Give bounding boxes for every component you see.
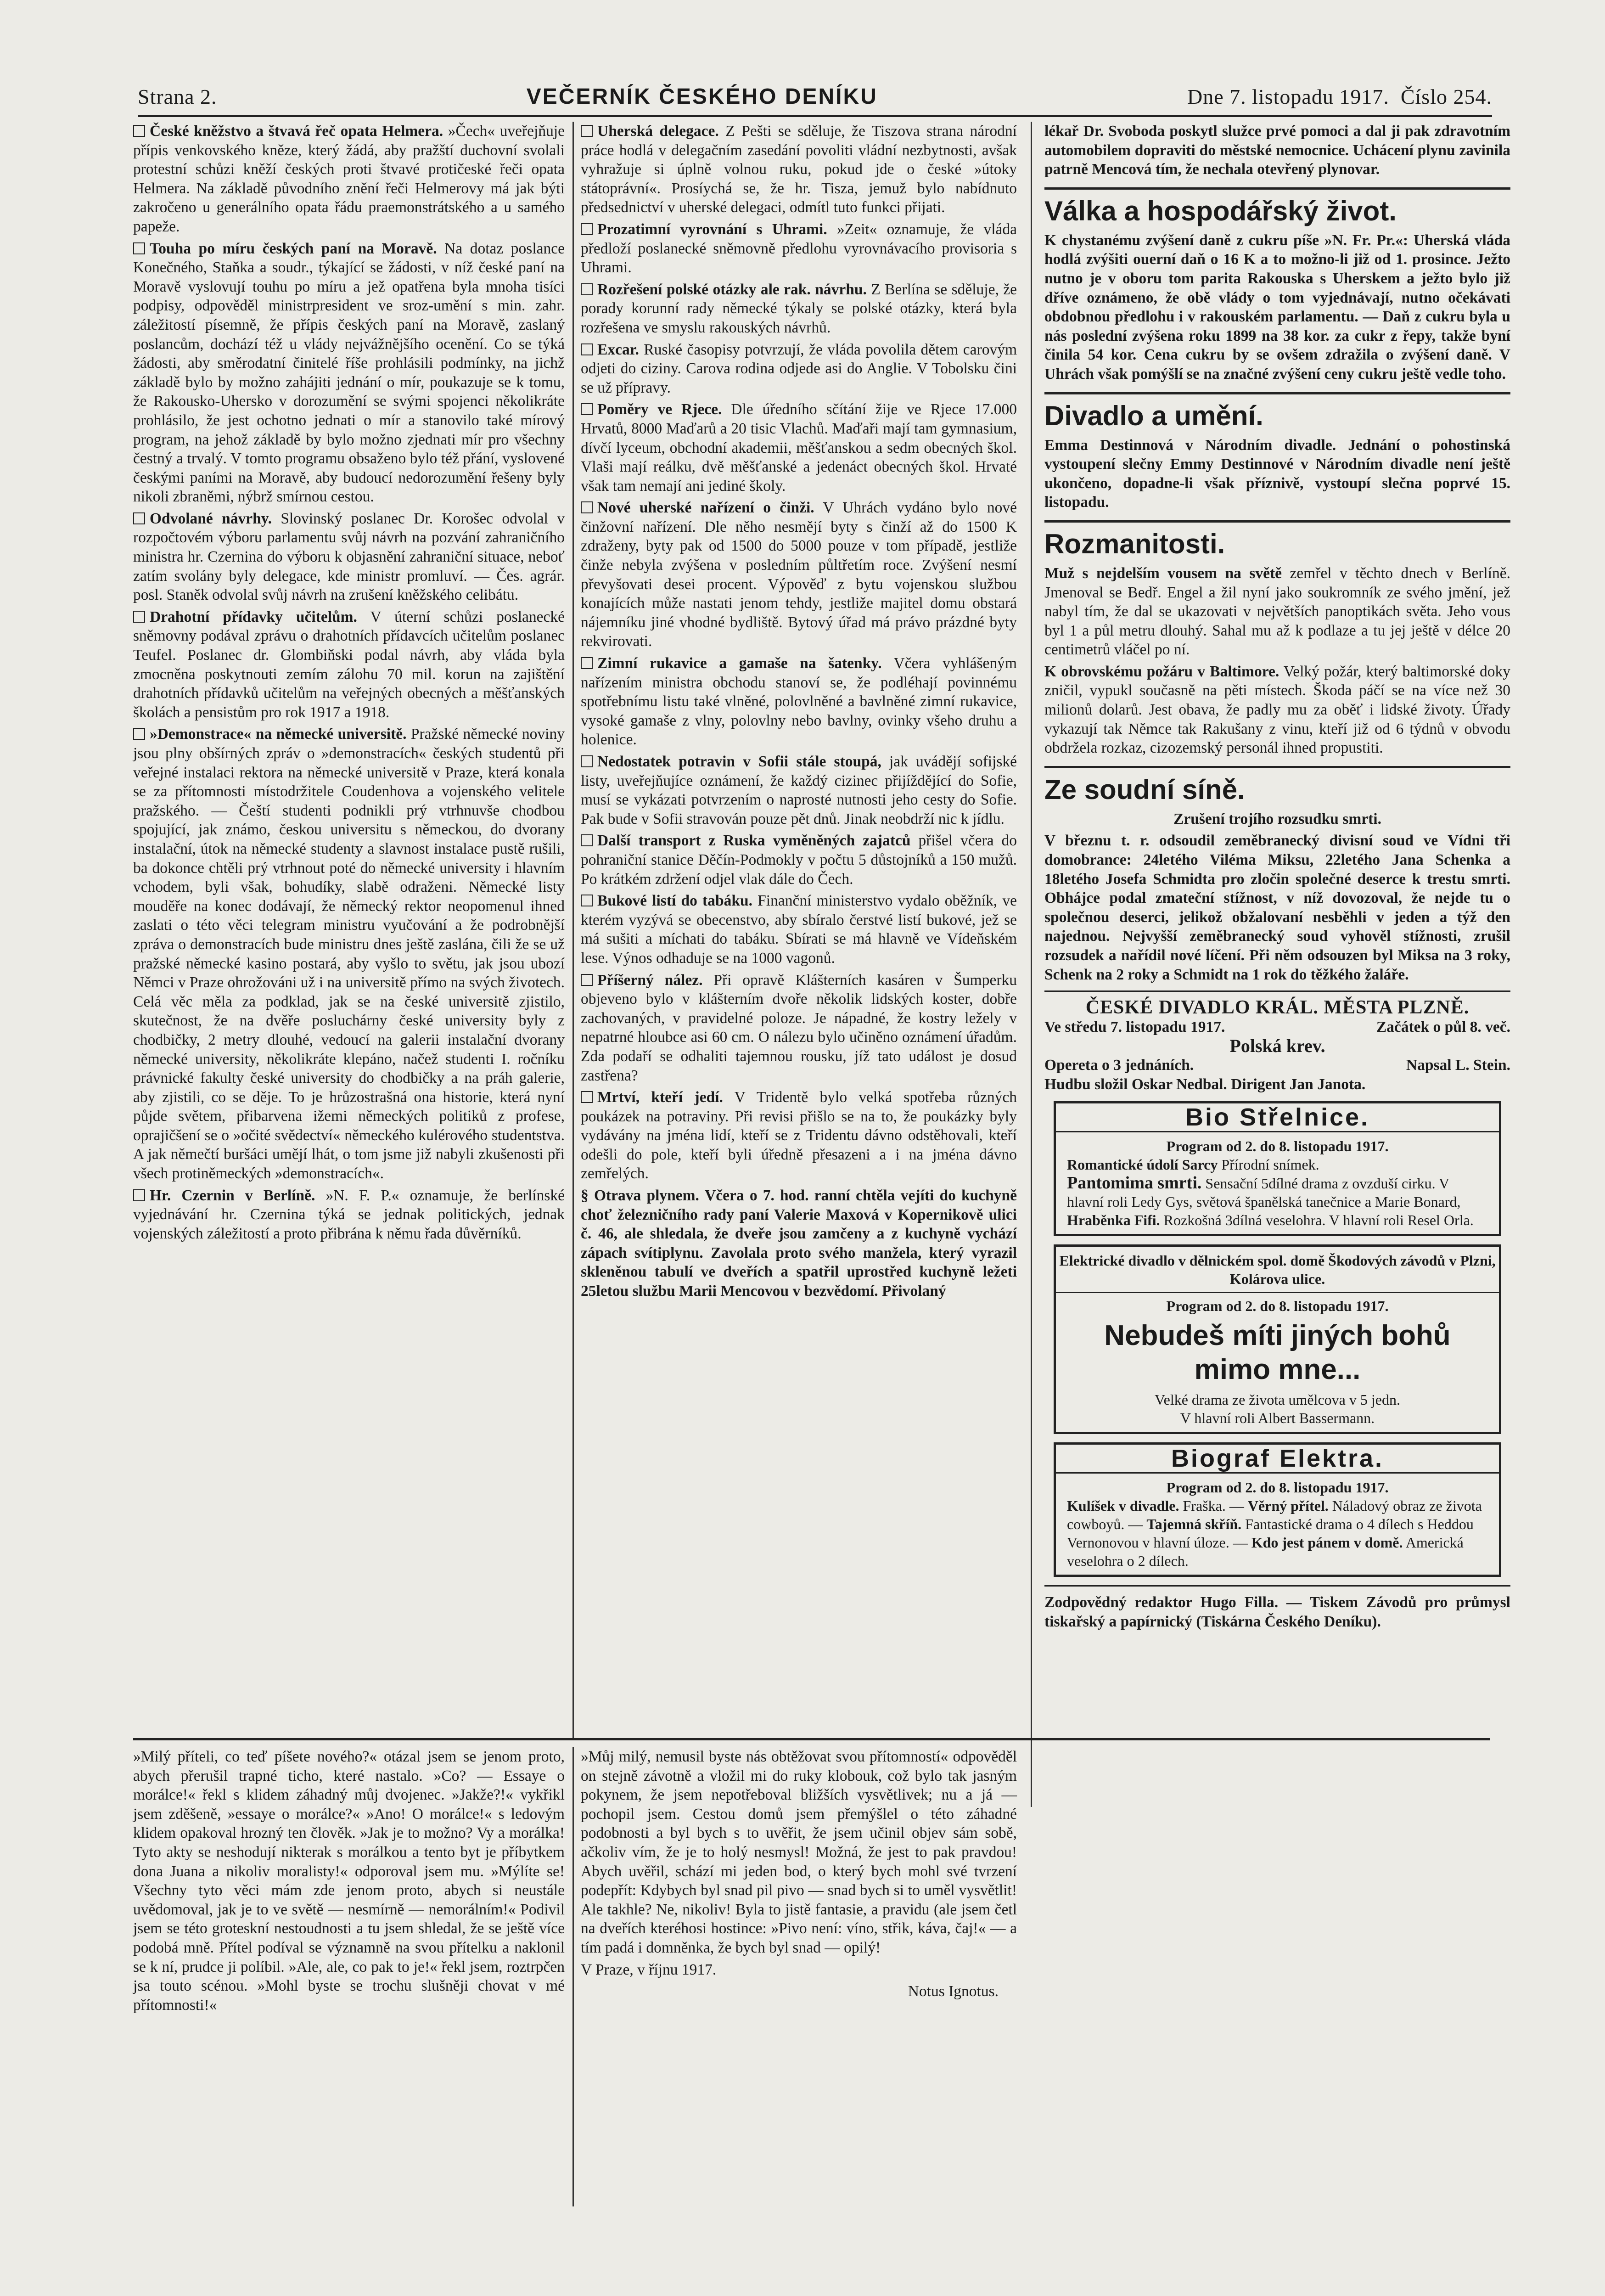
theatre-music: Hudbu složil Oskar Nedbal. Dirigent Jan Janota. [1044,1075,1366,1093]
article-text: Finanční ministerstvo vydalo oběžník, ve kterém vyzývá se obecenstvo, aby sbíralo čerstvé listí bukové, jež se má sušiti a míchati do tabáku. Sbírati se má hlavně ve Vídeňském lese. Výnos odhaduje se na 1000 vagonů. [581,892,1017,967]
article-title: Nové uherské nařízení o činži. [597,499,814,517]
article-text: Včera o 7. hod. ranní chtěla vejíti do kuchyně choť železničního rady paní Valerie Maxová v Kopernikově ulici č. 46, ale shledala, že dveře jsou zamčeny a z kuchyně vychází zápach svítiplynu. Zavolala proto svého manžela, který vyrazil skleněnou tabulí ve dveřích a spatřil uprostřed kuchyně ležeti 25letou službu Marii Mencovou v bezvědomí. Přivolaný [581,1187,1017,1300]
article [581,654,1017,749]
article [581,1186,1017,1301]
ad-program: Program od 2. do 8. listopadu 1917. [1166,1138,1389,1155]
section-title-war-economy: Válka a hospodářský život. [1044,187,1510,227]
ad-line [1067,1497,1488,1570]
article-text: Včera vyhlášeným nařízením ministra obchodu stanoví se, že podléhají povinnému spotřebnímu listu také vlněné, polovlněné a bavlněné zimní rukavice, vysoké gamaše z vlny, polovlny nebo bavlny, ovinky všeho druhu a holenice. [581,655,1017,748]
article-text: Na dotaz poslance Konečného, Staňka a soudr., týkající se žádosti, v níž české paní na Moravě vyslovují touhu po míru a jež opatřena byla mnoha tisíci podpisy, odpověděl ministrpresident ve sroz-umění s min. zahr. záležitostí písemně, že přípis českých paní na Moravě, zaslaný poslancům, dochází též u vlády nejvážnějšího ocenění. Co se týká žádosti, aby směrodatní činitelé říše prohlásili podmínky, na jichž základě bylo by možno zahájiti jednání o mír, poukazuje se k tomu, že Rakousko-Uhersko v dorozumění se svými spojenci několikráte prohlásilo, že jest ochotno jednati o mír a stanovilo také mírový program, na jehož základě by bylo možno zjednati mír pro všechny čestný a trvalý. V tomto programu obsaženo bylo též přání, vyslovené českými paními na Moravě, aby budoucí nedorozumění řešeny byly nikoli zbraněmi, nýbrž smírnou cestou. [133,240,565,506]
ad-line [1067,1155,1488,1174]
square-icon [581,974,593,986]
feuilleton-place: V Praze, v říjnu 1917. [581,1961,717,1978]
article [581,971,1017,1086]
ad-program: Program od 2. do 8. listopadu 1917. [1166,1298,1389,1315]
article [581,220,1017,277]
article-title: Bukové listí do tabáku. [597,892,752,910]
article-continuation: lékař Dr. Svoboda poskytl služce prvé pomoci a dal ji pak zdravotním automobilem dopraviti do městské nemocnice. Uchácení plynu zavinila patrně Mencová tím, že nechala otevřený plynovar. [1044,123,1510,178]
ad-title: Biograf Elektra. [1056,1449,1499,1474]
article-title: Excar. [597,341,639,358]
article-text: zemřel v těchto dnech v Berlíně. Jmenoval se Bedř. Engel a žil nyní jako soukromník ze svého jmění, jež nabyl tím, že dal se ukazovati v největších panoptikách světa. Jeho vous byl 1 a půl metru dlouhý. Sahal mu až k podlaze a tu jej ještě v délce 20 centimetrů vláčel po ní. [1044,564,1511,658]
article-title: Rozřešení polské otázky ale rak. návrhu. [597,281,867,298]
article-subtitle: Zrušení trojího rozsudku smrti. [1173,810,1381,827]
article [581,1088,1017,1183]
article-text: »Zeit« oznamuje, že vláda předloží poslanecké sněmovně předlohu vyrovnávacího provisoria s Uhrami. [581,220,1017,276]
article-text: V březnu t. r. odsoudil zeměbranecký divisní soud ve Vídni tři domobrance: 24letého Viléma Miksu, 22letého Jana Schenka a 18letého Josefa Schmidta pro zločin společné deserce k trestu smrti. Obhájce podal zmateční stížnost, v níž dovozoval, že nejde tu o společnou deserci, jelikož obžalovaní nesběhli v jeden a týž den najednou. Nejvyšší zeměbranecký soud vyhověl stížnosti, zrušil rozsudek a nařídil nové líčení. Při něm odsouzen byl Miksa na 3 roky, Schenk na 2 roky a Schmidt na 1 rok do těžkého žaláře. [1044,832,1510,983]
article [581,891,1017,968]
film-desc: Přírodní snímek. [1221,1156,1319,1173]
article-title: Příšerný nález. [597,971,703,989]
square-icon [581,895,593,906]
theatre-line [1044,1056,1510,1075]
article [581,400,1017,495]
article-title: Odvolané návrhy. [150,510,272,527]
article-text: Z Berlína se sděluje, že porady korunní rady německé týkaly se polské otázky, která byla rozřešena ve smyslu rakouských návrhů. [581,281,1017,336]
theatre-genre: Opereta o 3 jednáních. [1044,1056,1194,1074]
theatre-date: Ve středu 7. listopadu 1917. [1044,1018,1225,1035]
article-text: Dle úředního sčítání žije ve Rjece 17.000 Hrvatů, 8000 Maďarů a 20 tisic Vlachů. Maďaři mají tam gymnasium, dívčí lyceum, obchodní akademii, měšťanskou a sedm obecných škol. Vlaši mají reálku, dvě měšťanské a jedenáct obecných škol. Hrvaté však tam nemají ani jediné školy. [581,401,1017,495]
article [133,239,565,506]
square-icon [133,728,145,740]
article-text: »N. Fr. Pr.«: Uherská vláda hodlá zvýšiti ouerní daň o 16 K a to možno-li již od 1. prosince. Ježto nutno je v oboru tom parita Rakouska s Uherskem a ježto bylo již dříve oznámeno, že obě vlády o tom vyjednávají, nutno očekávati obdobnou předlohu i v rakouském parlamentu. — Daň z cukru byla u nás poslední zvýšena roku 1899 na 38 kor. za cukr z řepy, takže byní činila 54 kor. Cena cukru by se ovšem zdražila o zvýšení daně. V Uhrách však pomýšlí se na značné zvýšení ceny cukru ještě vedle toho. [1044,231,1510,383]
ad-program: Program od 2. do 8. listopadu 1917. [1166,1479,1389,1496]
feuilleton-text: »Milý příteli, co teď píšete nového?« otázal jsem se jenom proto, abych přerušil trapné ticho, které nastalo. »Co? — Essaye o morálce!« řekl s klidem záhadný můj dvojenec. »Jakže?!« vykřikl jsem zděšeně, »essaye o morálce?« »Ano! O morálce!« s ledovým klidem opakoval hrozný ten člověk. »Jak je to možno? Vy a morálka! Tyto akty se neshodují nikterak s morálkou a tento byt je příbytkem dona Juana a nikoliv moralisty!« odporoval jsem mu. »Mýlíte se! Všechny tyto věci mám zde jenom proto, abych si neustále uvědomoval, jak je to ve světě — nesmírně — nemorálním!« Podivil jsem se této groteskní nestoudnosti a tu jsem shledal, že se ještě více podobá mně. Přítel podíval se významně na svou přítelku a naklonil se k ní, prudce ji políbil. »Ale, ale, co pak to je!« řekl jsem, roztrpčen jsa touto scénou. »Mohl byste se trochu slušněji chovat v mé přítomnosti!« [133,1748,565,2014]
film-title: Tajemná skříň. [1146,1516,1242,1533]
article-title: Poměry ve Rjece. [597,401,722,418]
feuilleton-text: »Můj milý, nemusil byste nás obtěžovat svou přítomností« odpověděl on stejně závotně a vložil mi do ruky klobouk, což bylo tak jasným pokynem, že jsem nepotřeboval bližších vysvětlivek; nu a já — pochopil jsem. Cestou domů jsem přemýšlel o této záhadné podobnosti a byl bych s to uvěřit, že jsem učinil objev sám sobě, ačkoliv vím, že je to holý nesmysl! Možná, že jest to pak pravdou! Abych uvěřil, schází mi jeden bod, o který bych mohl své tvrzení podepřít: Kdybych byl snad pil pivo — snad bych si to uměl vysvětlit! Ale takhle? Ne, nikoliv! Byla to jistě fantasie, a pravidu (ale jsem četl na dveřích kteréhosi hostince: »Pivo není: víno, střik, káva, čaj!« — a tím padá i domněnka, že bych byl snad — opilý! [581,1748,1017,1956]
film-desc: Americká veselohra o 2 dílech. [1067,1534,1464,1570]
article [581,122,1017,217]
issue-info [1187,84,1492,109]
article-text: Slovinský poslanec Dr. Korošec odvolal v rozpočtovém výboru parlamentu svůj návrh na pozvání zahraničního ministra hr. Czernina do výboru k objasnění zahraniční situace, neboť zatím svolány byly delegace, kde ministr promluví. — Čes. agrár. posl. Staněk odvolal svůj návrh na zrušení kněžského celibátu. [133,510,565,604]
section-title-theatre: Divadlo a umění. [1044,392,1510,432]
section-title-miscellany: Rozmanitosti. [1044,520,1510,560]
article-title: K obrovskému požáru v Baltimore. [1044,663,1280,680]
film-title: Nebudeš míti jiných bohů mimo mne... [1104,1320,1451,1386]
film-desc: Náladový obraz ze života cowboyů. — [1067,1497,1482,1533]
square-icon [581,657,593,669]
theatre-line [1044,1018,1510,1037]
square-icon [133,512,145,524]
article-text: V úterní schůzi poslanecké sněmovny podával zprávu o drahotních přídavcích učitelům poslanec Teufel. Poslanec dr. Glombiňski podal návrh, aby vláda byla zmocněna poskytnouti zemím zálohu 70 mil. korun na zajištění drahotních přídavků učitelům na veřejných obecných a měšťanských školách a pensistům pro rok 1917 a 1918. [133,608,565,721]
theatre-title: ČESKÉ DIVADLO KRÁL. MĚSTA PLZNĚ. [1085,997,1470,1019]
film-cast: V hlavní roli Albert Bassermann. [1180,1410,1375,1427]
theatre-start: Začátek o půl 8. več. [1376,1018,1510,1035]
column-divider [572,1747,574,2206]
film-desc: Velké drama ze života umělcova v 5 jedn. [1155,1391,1400,1408]
article-text: Jednání o pohostinská vystoupení slečny Emmy Destinnové v Národním divadle není ještě ukončeno, dopadne-li však příznivě, vystoupí slečna poprvé 15. listopadu. [1044,436,1510,511]
column-1 [133,122,565,1246]
feuilleton-author: Notus Ignotus. [908,1983,999,2000]
article-text: přišel včera do pohraniční stanice Děčín-Podmokly v počtu 5 důstojníků a 150 mužů. Po krátkém zdržení odjel vlak dále do Čech. [581,832,1017,888]
ad-line [1067,1174,1488,1211]
article-text: »Čech« uveřejňuje přípis venkovského kněze, který žádá, aby pražští duchovní svolali protestní schůzi kněží českých proti štvavé protičeské řeči opata Helmera. Na základě původního znění řeči Helmerovy má jak býti zakročeno u generálního opata řádu praemonstrátského a u samého papeže. [133,123,565,235]
article [581,280,1017,338]
article-text: Při opravě Klášterních kasáren v Šumperku objeveno bylo v klášterním dvoře několik lidských koster, dobře zachovaných, v pravidelné poloze. Je nápadné, že kostry ležely v nepatrné hloubce asi 60 cm. O nálezu bylo učiněno oznámení úřadům. Zda podaří se odhaliti tajemnou rousku, jíž tato událost je dosud zastřena? [581,971,1017,1084]
ad-line [1067,1211,1488,1229]
article [581,498,1017,651]
ad-bio-strelnice [1054,1101,1501,1236]
square-icon [581,125,593,137]
article-title: Nedostatek potravin v Sofii stále stoupá, [597,753,881,770]
article-text: V Uhrách vydáno bylo nové činžovní nařízení. Dle něho nesmějí byty s činží až do 1500 K zdraženy, byty pak od 1500 do 5000 pouze v tom případě, jestliže činže nebyla zvýšena v posledním půltřetím roce. Zvýšení nesmí převyšovati desei procent. Výpověď z bytu vojenskou službou konajících může nastati jenom tehdy, jestliže majitel domu obstará nájemníku jiné vhodné bydliště. Bytový úřad má právo prázdné byty rekvirovati. [581,499,1017,650]
article [581,752,1017,828]
article-title: České kněžstvo a štvavá řeč opata Helmera. [150,123,443,140]
ad-title: Bio Střelnice. [1056,1108,1499,1132]
square-icon [581,223,593,235]
issue-date: Dne 7. listopadu 1917. [1187,84,1389,108]
column-2 [581,122,1017,1304]
square-icon [581,501,593,513]
square-icon [133,611,145,623]
article-text: Z Pešti se sděluje, že Tiszova strana národní práce hodlá v delegačním zasedání povoliti vládní nezbytnosti, avšak vyhražuje si úplně volnou ruku, pokud jde o české »útoky státoprávní«. Prosíychá se, že hr. Tisza, jemuž bylo nabídnuto předsednictví v uherské delegaci, odmítl tuto funkci přijati. [581,123,1017,216]
film-desc: Sensační 5dílné drama z ovzduší cirku. V hlavní roli Ledy Gys, světová španělská tanečnice a Marie Bonard, [1067,1175,1461,1210]
article [581,340,1017,398]
ad-elektricke-divadlo [1054,1244,1501,1434]
divider [1044,990,1510,992]
masthead [138,78,1492,117]
article-text: jak uvádějí sofijské listy, uveřejňujíce oznámení, že každý cizinec přijíždějící do Sofie, musí se vykázati potvrzením o naprosté nutnosti jeho cesty do Sofie. Pak bude v Sofii stravován pouze pět dnů. Jinak neobdrží nic k jídlu. [581,753,1017,827]
article-title: »Demonstrace« na německé universitě. [150,726,407,743]
article [133,509,565,605]
film-title: Věrný přítel. [1247,1497,1329,1514]
article-text: Ruské časopisy potvrzují, že vláda povolila dětem carovým odjeti do ciziny. Carova rodina odjede asi do Anglie. V Tobolsku čini se už přípravy. [581,341,1017,396]
article-title: K chystanému zvýšení daně z cukru píše [1044,231,1319,249]
film-desc: Fraška. — [1183,1497,1244,1514]
article-title: Hr. Czernin v Berlíně. [150,1187,315,1204]
feuilleton-divider [133,1738,1490,1740]
film-title: Pantomima smrti. [1067,1173,1202,1193]
article-title: Další transport z Ruska vyměněných zajatců [597,832,911,850]
article-title: Otrava plynem. [594,1187,699,1204]
article-title: Muž s nejdelším vousem na světě [1044,564,1282,582]
film-title: Kdo jest pánem v domě. [1251,1534,1403,1551]
newspaper-title: VEČERNÍK ČESKÉHO DENÍKU [526,84,878,109]
ad-title: Elektrické divadlo v dělnickém spol. domě Škodových závodů v Plzni, Kolárova ulice. [1056,1251,1499,1293]
article-title: Drahotní přídavky učitelům. [150,608,357,625]
film-desc: Rozkošná 3dílná veselohra. V hlavní roli Resel Orla. [1163,1212,1474,1229]
column-3 [1044,122,1510,1634]
article [1044,564,1510,659]
section-mark: § [581,1187,594,1204]
square-icon [581,283,593,295]
page-number: Strana 2. [138,84,217,108]
article [1044,436,1510,512]
film-title: Romantické údolí Sarcy [1067,1156,1218,1173]
article [581,831,1017,889]
feuilleton-left [133,1747,565,2017]
square-icon [133,242,145,254]
article-title: Mrtví, kteří jedí. [597,1089,723,1106]
square-icon [581,834,593,846]
article-title: Uherská delegace. [597,123,719,140]
square-icon [133,1189,145,1201]
imprint: Zodpovědný redaktor Hugo Filla. — Tiskem Závodů pro průmysl tiskařský a papírnický (Tiskárna Českého Deníku). [1044,1594,1510,1630]
ad-biograf-elektra [1054,1442,1501,1577]
article [133,608,565,722]
divider [1044,1585,1510,1587]
article [1044,231,1510,384]
feuilleton-right [581,1747,1017,2004]
article-text: V Tridentě bylo velká spotřeba různých poukázek na potraviny. Při revisi přišlo se na to, že poukázky byly vydávány na jména lidí, kteří se z Tridentu dávno odstěhovali, kteří odešli do pole, kteří byli úředně přesazeni a i na jména dávno zemřelých. [581,1089,1017,1182]
article [133,122,565,236]
article-text: »N. F. P.« oznamuje, že berlínské vyjednávání hr. Czernina týká se jednak politických, jednak vojenských záležitostí a proto přibrána k němu řada důvěrníků. [133,1187,565,1242]
square-icon [133,125,145,137]
article-text: Pražské německé noviny jsou plny obšírných zpráv o »demonstracích« českých studentů při veřejné instalaci rektora na německé universitě v Praze, která konala se za přítomnosti místodržitele Coudenhova a vojenského velitele pražského. — Čeští studenti podnikli prý vtrhnuvše chodbou spojující, jak známo, českou universitu s německou, do dvorany instalační, útok na německé studenty a slavnost instalace pustě rušili, ba dokonce chtěli prý vtrhnout poté do německé university i hlavním vchodem, byli však, bohudíky, slabě odraženi. Německé listy mouděře na konec dodávají, že německý rektor neopomenul ihned zaslati o této věci telegram ministru vyučování a že podrobnější zpráva o demonstracích bude ministru dnes ještě zaslána, čili že se už pražské německé kasino postará, aby vyšlo to světu, jak jsou ubozí Němci v Praze ohrožováni už i na universitě přímo na svých životech. Celá věc měla za podklad, jak se na české universitě zjistilo, skutečnost, že na dvěře posluchárny české university byly z chodbičky, 2 metry dlouhé, vedoucí na galerii instalační dvorany německé university, několikráte klepáno, načež studenti I. ročníku právnické fakulty české university do chodbičky a na práh galerie, aby zjistili, co se děje. To je hrůzostrašná ona historie, která nyní půjde světem, přibarvena ižemi německých politiků z profese, oprajičšení se o »očité svědectví« německého kulérového studentstva. A jak němečtí buršáci umějí lhát, o tom jsme již nabyli zkušenosti při všech protiněmeckých »demonstracích«. [133,726,565,1182]
article [133,1186,565,1244]
square-icon [581,1091,593,1103]
article-text: Velký požár, který baltimorské doky zničil, vypukl současně na pěti místech. Škoda páčí se na více než 30 milionů dolarů. Jest obava, že padly mu za oběť i lidské životy. Úřady vykazují tak Němce tak Rakušany z vinu, kteří již od 6 týdnů v obvodu obdržela rozkaz, cizozemský personál ihned propustiti. [1044,663,1510,757]
column-divider [572,122,574,1738]
square-icon [581,755,593,767]
article-title: Emma Destinnová v Národním divadle. [1044,436,1336,454]
square-icon [581,343,593,355]
film-desc: Fantastické drama o 4 dílech s Heddou Vernonovou v hlavní úloze. — [1067,1516,1474,1551]
article-title: Prozatimní vyrovnání s Uhrami. [597,220,827,238]
article-title: Touha po míru českých paní na Moravě. [150,240,437,257]
film-title: Hraběnka Fifi. [1067,1212,1160,1229]
article-title: Zimní rukavice a gamaše na šatenky. [597,655,882,672]
theatre-play: Polská krev. [1229,1035,1325,1057]
theatre-author: Napsal L. Stein. [1406,1056,1510,1074]
square-icon [581,403,593,415]
column-divider [1031,122,1032,1807]
article [133,725,565,1183]
section-title-court: Ze soudní síně. [1044,766,1510,806]
article [1044,662,1510,758]
film-title: Kulíšek v divadle. [1067,1497,1179,1514]
issue-number: Číslo 254. [1400,84,1492,108]
